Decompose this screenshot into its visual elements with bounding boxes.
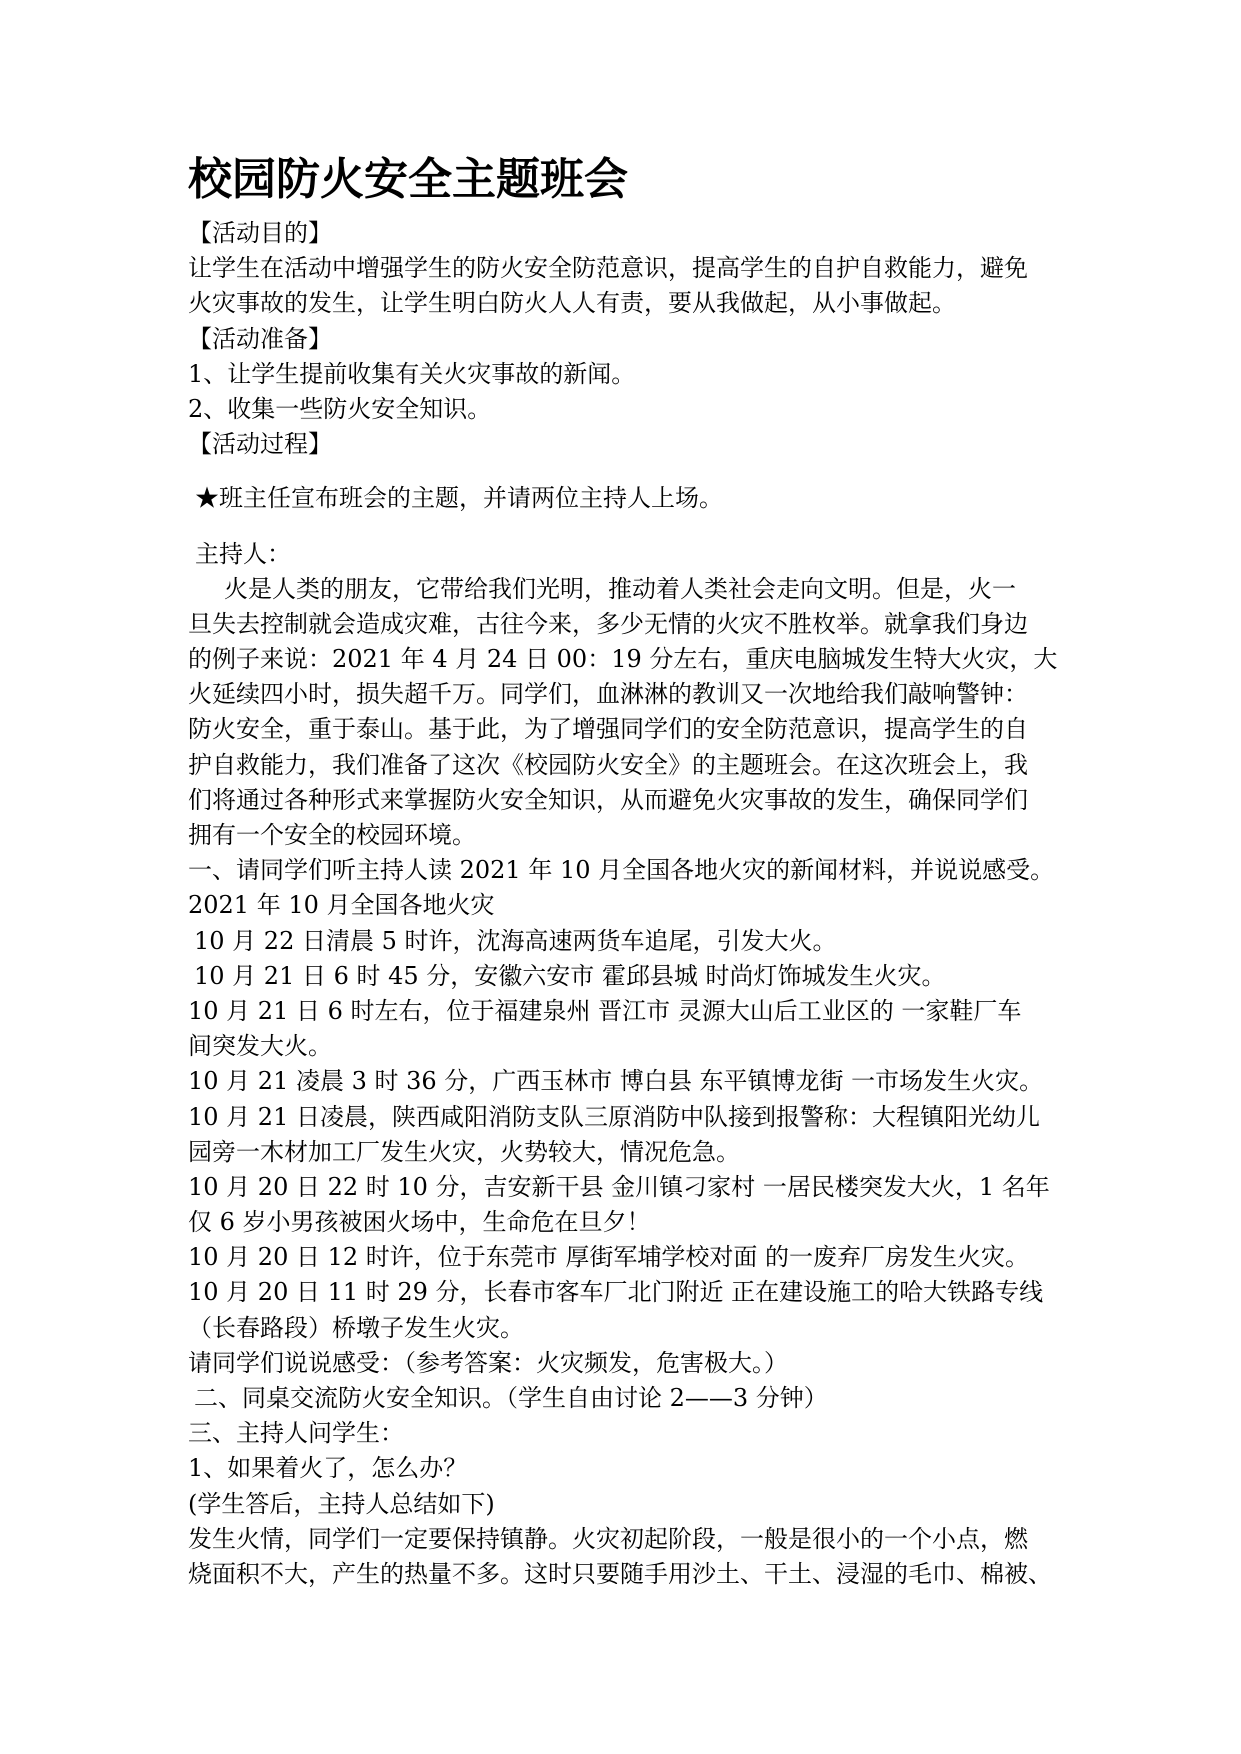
- feelings-prompt: 请同学们说说感受：（参考答案：火灾频发，危害极大。）: [188, 1348, 788, 1377]
- paragraph-line: 发生火情，同学们一定要保持镇静。火灾初起阶段，一般是很小的一个小点，燃: [188, 1524, 1028, 1553]
- paragraph-line: 防火安全，重于泰山。基于此，为了增强同学们的安全防范意识，提高学生的自: [188, 715, 1028, 744]
- paragraph-line: 让学生在活动中增强学生的防火安全防范意识，提高学生的自护自救能力，避免: [188, 254, 1028, 283]
- news-item: 10 月 20 日 12 时许，位于东莞市 厚街军埔学校对面 的一废弃厂房发生火灾。: [188, 1243, 1030, 1272]
- host-label: 主持人：: [195, 539, 291, 568]
- news-item-continued: 间突发大火。: [188, 1032, 332, 1061]
- list-item: 2、收集一些防火安全知识。: [188, 394, 492, 423]
- news-heading: 2021 年 10 月全国各地火灾: [188, 891, 495, 920]
- news-item: 10 月 21 凌晨 3 时 36 分，广西玉林市 博白县 东平镇博龙街 一市场发生火灾。: [188, 1067, 1044, 1096]
- news-item: 10 月 21 日 6 时左右，位于福建泉州 晋江市 灵源大山后工业区的 一家鞋厂车: [188, 996, 1022, 1025]
- news-item: 10 月 20 日 22 时 10 分，吉安新干县 金川镇刁家村 一居民楼突发大火，1 名年: [188, 1172, 1050, 1201]
- step-two-heading: 二、同桌交流防火安全知识。（学生自由讨论 2——3 分钟）: [194, 1384, 828, 1412]
- paragraph-line: 火是人类的朋友，它带给我们光明，推动着人类社会走向文明。但是，火一: [224, 574, 1016, 603]
- document-body: [188, 216, 1063, 1592]
- paragraph-line: 护自救能力，我们准备了这次《校园防火安全》的主题班会。在这次班会上，我: [188, 750, 1028, 779]
- paragraph-line: 烧面积不大，产生的热量不多。这时只要随手用沙土、干土、浸湿的毛巾、棉被、: [188, 1559, 1052, 1588]
- paragraph-line: 旦失去控制就会造成灾难，古往今来，多少无情的火灾不胜枚举。就拿我们身边: [188, 609, 1028, 638]
- paragraph-line: 拥有一个安全的校园环境。: [188, 821, 476, 849]
- news-item-continued: 仅 6 岁小男孩被困火场中，生命危在旦夕！: [188, 1208, 651, 1237]
- host-summary-note: (学生答后，主持人总结如下): [188, 1489, 495, 1518]
- section-heading-preparation: 【活动准备】: [188, 324, 332, 353]
- news-item-continued: 园旁一木材加工厂发生火灾，火势较大，情况危急。: [188, 1137, 740, 1166]
- news-item: 10 月 22 日清晨 5 时许，沈海高速两货车追尾，引发大火。: [194, 926, 837, 955]
- section-heading-purpose: 【活动目的】: [188, 219, 332, 247]
- list-item: 1、让学生提前收集有关火灾事故的新闻。: [188, 359, 636, 388]
- paragraph-line: 们将通过各种形式来掌握防火安全知识，从而避免火灾事故的发生，确保同学们: [188, 785, 1028, 814]
- question-one: 1、如果着火了，怎么办？: [188, 1454, 468, 1483]
- step-three-heading: 三、主持人问学生：: [188, 1419, 404, 1448]
- document-title: 校园防火安全主题班会: [188, 154, 628, 205]
- announcement-line: ★班主任宣布班会的主题，并请两位主持人上场。: [195, 484, 723, 513]
- step-one-heading: 一、请同学们听主持人读 2021 年 10 月全国各地火灾的新闻材料，并说说感受。: [188, 856, 1055, 885]
- news-item-continued: （长春路段）桥墩子发生火灾。: [188, 1313, 524, 1342]
- paragraph-line: 火灾事故的发生，让学生明白防火人人有责，要从我做起，从小事做起。: [188, 289, 956, 318]
- paragraph-line: 的例子来说：2021 年 4 月 24 日 00：19 分左右，重庆电脑城发生特大火灾，大: [188, 645, 1058, 674]
- paragraph-line: 火延续四小时，损失超千万。同学们，血淋淋的教训又一次地给我们敲响警钟：: [188, 680, 1028, 709]
- news-item: 10 月 20 日 11 时 29 分，长春市客车厂北门附近 正在建设施工的哈大铁路专线: [188, 1278, 1044, 1307]
- section-heading-process: 【活动过程】: [188, 430, 332, 459]
- news-item: 10 月 21 日 6 时 45 分，安徽六安市 霍邱县城 时尚灯饰城发生火灾。: [194, 961, 946, 990]
- news-item: 10 月 21 日凌晨，陕西咸阳消防支队三原消防中队接到报警称：大程镇阳光幼儿: [188, 1102, 1040, 1131]
